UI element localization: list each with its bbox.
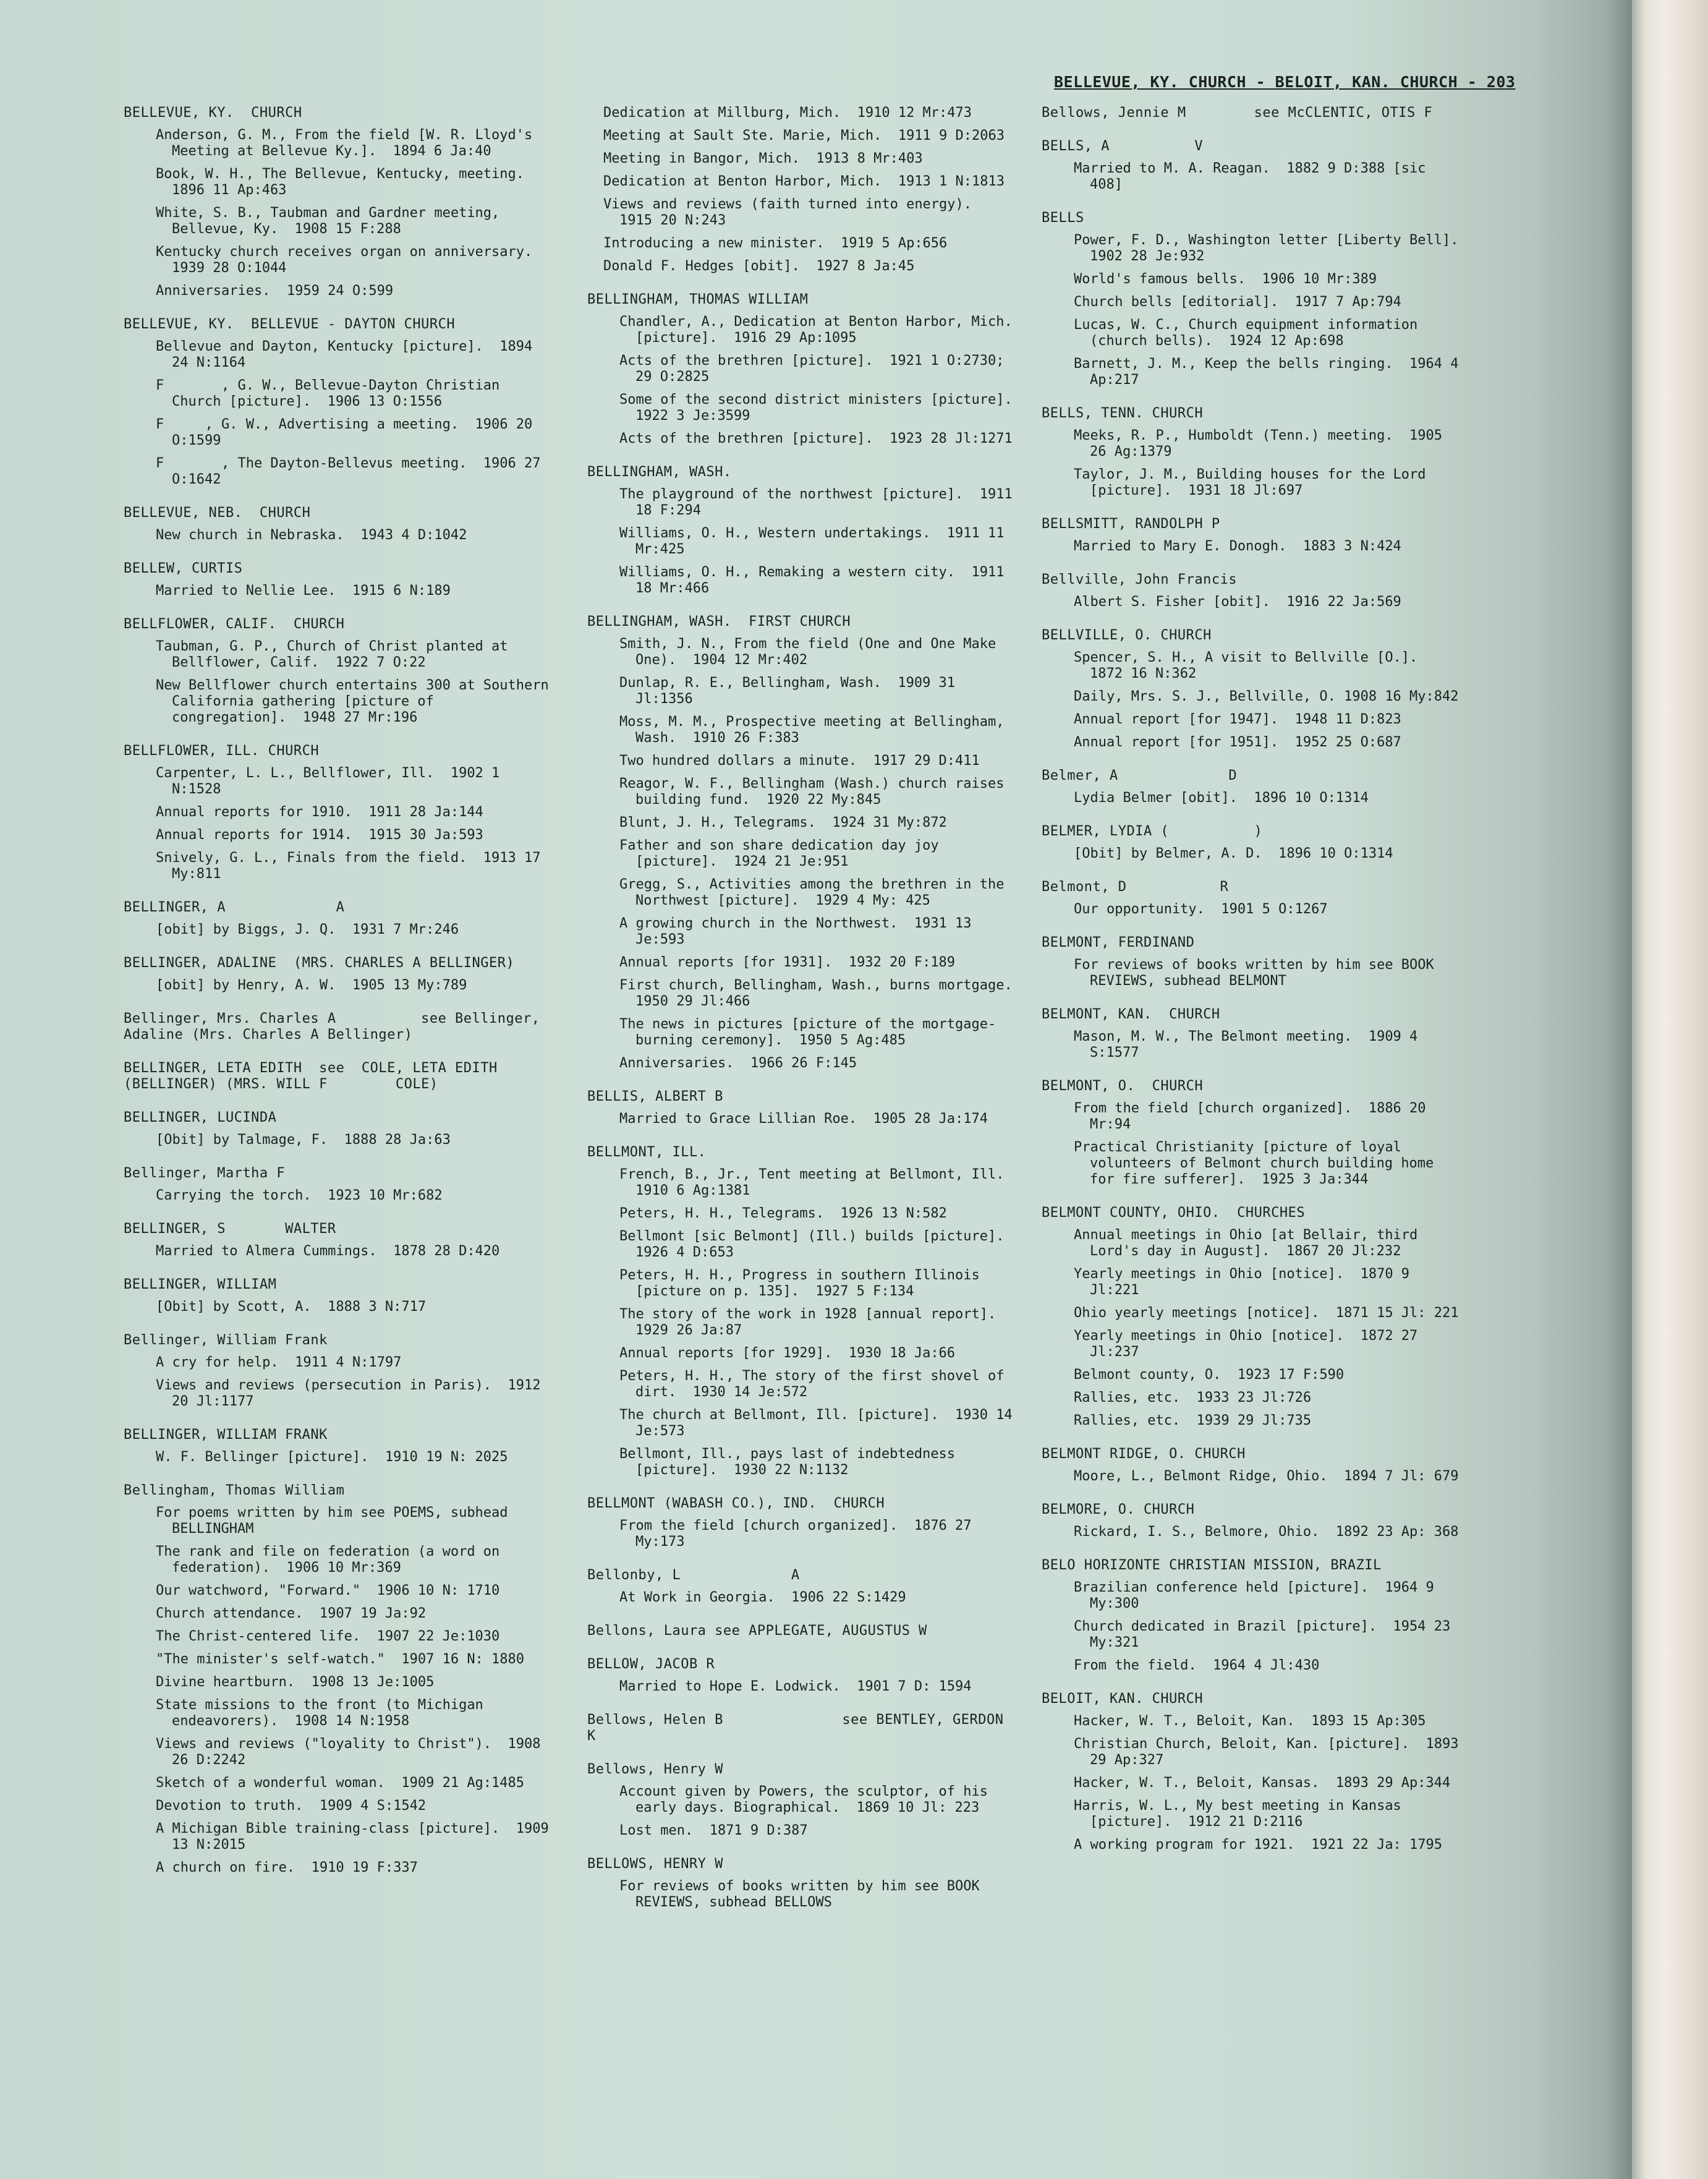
index-entry: Hacker, W. T., Beloit, Kan. 1893 15 Ap:305 [1074,1713,1426,1729]
index-section [124,955,556,994]
index-entry: Peters, H. H., The story of the first shovel of dirt. 1930 14 Je:572 [619,1368,1013,1400]
column-1 [124,105,556,1893]
index-section [1042,516,1462,555]
index-entry: Acts of the brethren [picture]. 1921 1 O:2730; 29 O:2825 [619,353,1013,385]
index-entry: Power, F. D., Washington letter [Liberty Bell]. 1902 28 Je:932 [1074,232,1476,264]
index-section [587,292,1029,447]
index-entry: New church in Nebraska. 1943 4 D:1042 [156,527,467,543]
section-heading: BELLOW, JACOB R [587,1657,715,1672]
section-heading: BELLINGER, LETA EDITH see COLE, LETA EDITH (BELLINGER) (MRS. WILL F COLE) [124,1060,506,1092]
index-entry: Carrying the torch. 1923 10 Mr:682 [156,1188,443,1203]
index-section [587,1623,1014,1639]
index-section [1042,824,1462,862]
index-entry: Peters, H. H., Progress in southern Illinois [picture on p. 135]. 1927 5 F:134 [619,1268,988,1299]
section-heading: BELLMONT (WABASH CO.), IND. CHURCH [587,1496,885,1511]
section-heading: Belmer, A D [1042,768,1238,783]
index-section [124,1060,556,1093]
index-entry: Annual reports for 1914. 1915 30 Ja:593 [156,827,483,843]
index-entry: [Obit] by Belmer, A. D. 1896 10 O:1314 [1074,846,1393,861]
section-heading: BELLVILLE, O. CHURCH [1042,628,1212,643]
index-entry: Married to Nellie Lee. 1915 6 N:189 [156,583,451,599]
index-entry: Donald F. Hedges [obit]. 1927 8 Ja:45 [603,258,915,274]
index-section [124,105,556,299]
index-entry: Dedication at Millburg, Mich. 1910 12 Mr:473 [603,105,972,121]
section-heading: BELMONT, KAN. CHURCH [1042,1007,1220,1022]
index-entry: Meeting at Sault Ste. Marie, Mich. 1911 9 D:2063 [603,128,1005,143]
index-section [124,561,556,599]
index-section [1042,210,1476,388]
index-entry: Blunt, J. H., Telegrams. 1924 31 My:872 [619,815,947,830]
section-heading: Bellows, Helen B see BENTLEY, GERDON K [587,1712,1013,1744]
index-entry: Annual report [for 1947]. 1948 11 D:823 [1074,712,1401,727]
index-entry: [Obit] by Talmage, F. 1888 28 Ja:63 [156,1132,451,1148]
index-entry: Annual report [for 1951]. 1952 25 O:687 [1074,735,1401,750]
section-heading: BELLINGHAM, WASH. [587,464,732,480]
index-section [124,743,556,882]
index-entry: Acts of the brethren [picture]. 1923 28 Jl:1271 [619,431,1013,446]
index-section [587,1089,1014,1127]
index-entry: From the field. 1964 4 Jl:430 [1074,1658,1320,1673]
index-entry: F , G. W., Bellevue-Dayton Christian Church [picture]. 1906 13 O:1556 [156,378,508,409]
section-heading: BELLINGER, A A [124,900,345,915]
index-section [124,1011,556,1043]
index-entry: Brazilian conference held [picture]. 1964 9 My:300 [1074,1580,1443,1611]
section-heading: BELLINGER, ADALINE (MRS. CHARLES A BELLINGER) [124,955,515,971]
index-entry: Hacker, W. T., Beloit, Kansas. 1893 29 Ap:344 [1074,1775,1451,1791]
index-entry: From the field [church organized]. 1886 20 Mr:94 [1074,1101,1434,1132]
index-entry: Bellmont [sic Belmont] (Ill.) builds [picture]. 1926 4 D:653 [619,1229,1021,1260]
section-heading: BELLSMITT, RANDOLPH P [1042,516,1220,532]
index-entry: Devotion to truth. 1909 4 S:1542 [156,1798,427,1814]
index-section [1042,935,1462,989]
index-entry: Bellevue and Dayton, Kentucky [picture]. 1894 24 N:1164 [156,339,541,370]
index-section [587,105,1014,275]
index-entry: Annual meetings in Ohio [at Bellair, third Lord's day in August]. 1867 20 Jl:232 [1074,1227,1426,1259]
index-entry: For reviews of books written by him see BOOK REVIEWS, subhead BELLOWS [619,1878,988,1910]
index-section [124,1110,556,1148]
index-entry: Views and reviews ("loyality to Christ"). 1908 26 D:2242 [156,1736,549,1768]
index-section [587,614,1029,1072]
index-entry: At Work in Georgia. 1906 22 S:1429 [619,1590,906,1605]
index-entry: Divine heartburn. 1908 13 Je:1005 [156,1674,435,1690]
index-section [587,1496,1014,1550]
index-entry: Anniversaries. 1966 26 F:145 [619,1055,857,1071]
index-entry: Lucas, W. C., Church equipment information (church bells). 1924 12 Ap:698 [1074,317,1426,349]
section-heading: BELLFLOWER, CALIF. CHURCH [124,616,345,632]
section-heading: BELLINGER, WILLIAM [124,1277,277,1292]
index-section [124,505,556,544]
section-heading: BELMONT, FERDINAND [1042,935,1195,950]
index-entry: Lost men. 1871 9 D:387 [619,1823,808,1838]
index-section [1042,1502,1462,1540]
index-section [124,616,556,726]
section-heading: BELLINGHAM, WASH. FIRST CHURCH [587,614,851,629]
index-entry: Annual reports for 1910. 1911 28 Ja:144 [156,804,483,820]
section-heading: BELLS, A V [1042,139,1204,154]
index-section [1042,879,1462,918]
section-heading: Bellingham, Thomas William [124,1483,345,1498]
index-section [1042,139,1462,193]
section-heading: BELLIS, ALBERT B [587,1089,723,1104]
section-heading: BELLEVUE, KY. CHURCH [124,105,302,121]
index-entry: Anderson, G. M., From the field [W. R. Lloyd's Meeting at Bellevue Ky.]. 1894 6 Ja:40 [156,127,541,159]
index-section [587,1657,1014,1695]
index-section [1042,1007,1462,1061]
section-heading: BELMONT, O. CHURCH [1042,1078,1204,1094]
index-entry: W. F. Bellinger [picture]. 1910 19 N: 2025 [156,1449,508,1465]
index-section [587,1712,1014,1744]
index-entry: New Bellflower church entertains 300 at Southern California gathering [picture of congregation]. 1948 27 Mr:196 [156,678,558,725]
section-heading: Bellville, John Francis [1042,572,1238,587]
index-entry: The story of the work in 1928 [annual report]. 1929 26 Ja:87 [619,1307,1013,1338]
index-entry: Gregg, S., Activities among the brethren in the Northwest [picture]. 1929 4 My: 425 [619,877,1013,908]
index-entry: Views and reviews (faith turned into energy). 1915 20 N:243 [603,197,988,228]
index-section [1042,1691,1467,1853]
section-heading: BELMER, LYDIA ( ) [1042,824,1263,839]
section-heading: BELLMONT, ILL. [587,1145,707,1160]
index-entry: Father and son share dedication day joy [picture]. 1924 21 Je:951 [619,838,947,869]
index-entry: Introducing a new minister. 1919 5 Ap:656 [603,236,948,251]
index-entry: The church at Bellmont, Ill. [picture]. 1930 14 Je:573 [619,1407,1021,1439]
index-section [1042,1446,1462,1485]
index-entry: Married to Almera Cummings. 1878 28 D:420 [156,1243,500,1259]
index-entry: Barnett, J. M., Keep the bells ringing. 1964 4 Ap:217 [1074,356,1467,388]
index-entry: Yearly meetings in Ohio [notice]. 1872 27 Jl:237 [1074,1328,1426,1360]
section-heading: Bellows, Henry W [587,1762,723,1777]
index-entry: Rickard, I. S., Belmore, Ohio. 1892 23 Ap: 368 [1074,1524,1459,1540]
section-heading: BELLS, TENN. CHURCH [1042,406,1204,421]
index-section [1042,768,1462,806]
section-heading: BELLFLOWER, ILL. CHURCH [124,743,320,759]
index-entry: Church attendance. 1907 19 Ja:92 [156,1606,427,1621]
index-entry: Carpenter, L. L., Bellflower, Ill. 1902 1 N:1528 [156,765,508,797]
index-entry: F , The Dayton-Bellevus meeting. 1906 27 O:1642 [156,456,549,487]
section-heading: BELLINGER, LUCINDA [124,1110,277,1125]
index-entry: First church, Bellingham, Wash., burns mortgage. 1950 29 Jl:466 [619,978,1029,1009]
index-entry: French, B., Jr., Tent meeting at Bellmont, Ill. 1910 6 Ag:1381 [619,1167,1021,1198]
index-section [124,1483,556,1876]
index-section [587,1762,1014,1839]
running-head: BELLEVUE, KY. CHURCH - BELOIT, KAN. CHURCH - 203 [1054,73,1516,91]
index-section [1042,1558,1462,1674]
index-section [587,464,1021,597]
index-entry: Annual reports [for 1931]. 1932 20 F:189 [619,955,956,970]
index-entry: Dunlap, R. E., Bellingham, Wash. 1909 31 Jl:1356 [619,675,964,707]
index-section [124,1427,556,1465]
index-section [587,1145,1021,1478]
index-entry: State missions to the front (to Michigan endeavorers). 1908 14 N:1958 [156,1697,492,1729]
section-heading: BELLINGER, WILLIAM FRANK [124,1427,328,1443]
index-entry: Taubman, G. P., Church of Christ planted at Bellflower, Calif. 1922 7 O:22 [156,639,516,670]
index-entry: Sketch of a wonderful woman. 1909 21 Ag:1485 [156,1775,525,1791]
index-entry: Our opportunity. 1901 5 O:1267 [1074,902,1328,917]
index-entry: Church dedicated in Brazil [picture]. 1954 23 My:321 [1074,1619,1459,1650]
index-entry: Anniversaries. 1959 24 O:599 [156,283,394,299]
index-entry: World's famous bells. 1906 10 Mr:389 [1074,271,1377,287]
section-heading: BELLINGER, S WALTER [124,1221,336,1237]
section-heading: Belmont, D R [1042,879,1229,895]
index-section [1042,406,1462,499]
section-heading: BELOIT, KAN. CHURCH [1042,1691,1204,1707]
index-entry: Williams, O. H., Remaking a western city. 1911 18 Mr:466 [619,565,1013,596]
index-entry: Bellmont, Ill., pays last of indebtedness [picture]. 1930 22 N:1132 [619,1446,964,1478]
index-entry: Chandler, A., Dedication at Benton Harbor, Mich. [picture]. 1916 29 Ap:1095 [619,314,1021,346]
index-section [1042,105,1462,121]
index-entry: Account given by Powers, the sculptor, of his early days. Biographical. 1869 10 Jl: 223 [619,1784,996,1815]
index-entry: A cry for help. 1911 4 N:1797 [156,1355,402,1370]
section-heading: BELO HORIZONTE CHRISTIAN MISSION, BRAZIL [1042,1558,1382,1573]
index-entry: Married to Mary E. Donogh. 1883 3 N:424 [1074,539,1401,554]
index-entry: Ohio yearly meetings [notice]. 1871 15 Jl: 221 [1074,1305,1459,1321]
index-entry: Rallies, etc. 1933 23 Jl:726 [1074,1390,1312,1405]
index-entry: The Christ-centered life. 1907 22 Je:1030 [156,1629,500,1644]
index-entry: Views and reviews (persecution in Paris). 1912 20 Jl:1177 [156,1378,549,1409]
index-entry: Church bells [editorial]. 1917 7 Ap:794 [1074,294,1401,310]
page-stack-edge [1632,0,1708,2179]
section-heading: BELLEW, CURTIS [124,561,243,576]
index-entry: Meeks, R. P., Humboldt (Tenn.) meeting. 1905 26 Ag:1379 [1074,428,1451,459]
index-entry: Some of the second district ministers [picture]. 1922 3 Je:3599 [619,392,1029,424]
section-heading: Bellons, Laura see APPLEGATE, AUGUSTUS W [587,1623,927,1639]
index-entry: Taylor, J. M., Building houses for the Lord [picture]. 1931 18 Jl:697 [1074,467,1434,498]
index-section [124,1166,556,1204]
index-entry: Belmont county, O. 1923 17 F:590 [1074,1367,1345,1383]
section-heading: Bellonby, L A [587,1567,800,1583]
index-entry: Reagor, W. F., Bellingham (Wash.) church raises building fund. 1920 22 My:845 [619,776,1013,808]
index-entry: Moore, L., Belmont Ridge, Ohio. 1894 7 Jl: 679 [1074,1469,1459,1484]
index-entry: A growing church in the Northwest. 1931 13 Je:593 [619,916,980,947]
index-entry: Christian Church, Beloit, Kan. [picture]. 1893 29 Ap:327 [1074,1736,1467,1768]
index-section [1042,628,1462,751]
index-entry: Meeting in Bangor, Mich. 1913 8 Mr:403 [603,151,923,166]
index-entry: Kentucky church receives organ on anniversary. 1939 28 O:1044 [156,244,549,276]
index-entry: [obit] by Biggs, J. Q. 1931 7 Mr:246 [156,922,459,937]
section-heading: Bellinger, William Frank [124,1333,328,1348]
index-entry: A working program for 1921. 1921 22 Ja: 1795 [1074,1837,1443,1853]
index-entry: F , G. W., Advertising a meeting. 1906 20 O:1599 [156,417,541,448]
index-entry: From the field [church organized]. 1876 27 My:173 [619,1518,980,1550]
index-entry: Smith, J. N., From the field (One and One Make One). 1904 12 Mr:402 [619,636,1005,668]
index-section [587,1856,1014,1911]
index-entry: Married to Hope E. Lodwick. 1901 7 D: 1594 [619,1679,972,1694]
index-entry: [Obit] by Scott, A. 1888 3 N:717 [156,1299,427,1315]
index-entry: Lydia Belmer [obit]. 1896 10 O:1314 [1074,790,1369,806]
index-entry: Practical Christianity [picture of loyal volunteers of Belmont church building home for fire sufferer]. 1925 3 Ja:344 [1074,1140,1442,1187]
index-entry: Snively, G. L., Finals from the field. 1913 17 My:811 [156,850,549,882]
index-entry: Annual reports [for 1929]. 1930 18 Ja:66 [619,1345,956,1361]
column-3 [1042,105,1476,1870]
index-entry: Our watchword, "Forward." 1906 10 N: 1710 [156,1583,500,1598]
index-entry: Peters, H. H., Telegrams. 1926 13 N:582 [619,1206,947,1221]
section-heading: Bellows, Jennie M see McCLENTIC, OTIS F [1042,105,1433,121]
index-entry: "The minister's self-watch." 1907 16 N: 1880 [156,1652,525,1667]
index-entry: For poems written by him see POEMS, subhead BELLINGHAM [156,1505,516,1537]
index-entry: Harris, W. L., My best meeting in Kansas [picture]. 1912 21 D:2116 [1074,1798,1410,1830]
index-entry: Book, W. H., The Bellevue, Kentucky, meeting. 1896 11 Ap:463 [156,166,541,198]
index-section [124,317,556,488]
index-section [124,1277,556,1315]
index-section [124,1333,556,1410]
section-heading: BELLEVUE, NEB. CHURCH [124,505,311,521]
index-section [1042,1078,1462,1188]
index-entry: A Michigan Bible training-class [picture]. 1909 13 N:2015 [156,1821,558,1853]
index-section [1042,1205,1462,1429]
section-heading: BELMONT RIDGE, O. CHURCH [1042,1446,1246,1462]
section-heading: Bellinger, Martha F [124,1166,286,1181]
section-heading: BELLOWS, HENRY W [587,1856,723,1872]
column-2 [587,105,1029,1928]
index-entry: Williams, O. H., Western undertakings. 1911 11 Mr:425 [619,526,1013,557]
section-heading: BELMONT COUNTY, OHIO. CHURCHES [1042,1205,1306,1221]
index-entry: Daily, Mrs. S. J., Bellville, O. 1908 16 My:842 [1074,689,1459,704]
section-heading: BELLINGHAM, THOMAS WILLIAM [587,292,809,307]
index-entry: A church on fire. 1910 19 F:337 [156,1860,418,1875]
index-entry: The rank and file on federation (a word on federation). 1906 10 Mr:369 [156,1544,508,1576]
section-heading: BELLS [1042,210,1084,226]
index-entry: Mason, M. W., The Belmont meeting. 1909 4 S:1577 [1074,1029,1426,1060]
section-heading: BELMORE, O. CHURCH [1042,1502,1195,1517]
section-heading: Bellinger, Mrs. Charles A see Bellinger, Adaline (Mrs. Charles A Bellinger) [124,1011,549,1043]
index-entry: Moss, M. M., Prospective meeting at Bellingham, Wash. 1910 26 F:383 [619,714,1013,746]
index-entry: White, S. B., Taubman and Gardner meeting, Bellevue, Ky. 1908 15 F:288 [156,205,508,237]
index-entry: Albert S. Fisher [obit]. 1916 22 Ja:569 [1074,594,1401,610]
index-entry: Rallies, etc. 1939 29 Jl:735 [1074,1413,1312,1428]
section-heading: BELLEVUE, KY. BELLEVUE - DAYTON CHURCH [124,317,456,332]
index-entry: The playground of the northwest [picture]. 1911 18 F:294 [619,487,1021,518]
index-section [587,1567,1014,1606]
index-entry: Married to M. A. Reagan. 1882 9 D:388 [sic 408] [1074,161,1434,192]
index-entry: The news in pictures [picture of the mortgage-burning ceremony]. 1950 5 Ag:485 [619,1017,996,1048]
index-entry: [obit] by Henry, A. W. 1905 13 My:789 [156,978,467,993]
index-entry: Yearly meetings in Ohio [notice]. 1870 9 Jl:221 [1074,1266,1418,1298]
index-section [1042,572,1462,610]
index-entry: Spencer, S. H., A visit to Bellville [O.]. 1872 16 N:362 [1074,650,1434,681]
index-section [124,900,556,938]
index-entry: For reviews of books written by him see BOOK REVIEWS, subhead BELMONT [1074,957,1443,989]
index-entry: Married to Grace Lillian Roe. 1905 28 Ja:174 [619,1111,988,1127]
index-entry: Two hundred dollars a minute. 1917 29 D:411 [619,753,980,769]
index-section [124,1221,556,1260]
index-entry: Dedication at Benton Harbor, Mich. 1913 1 N:1813 [603,174,1005,189]
